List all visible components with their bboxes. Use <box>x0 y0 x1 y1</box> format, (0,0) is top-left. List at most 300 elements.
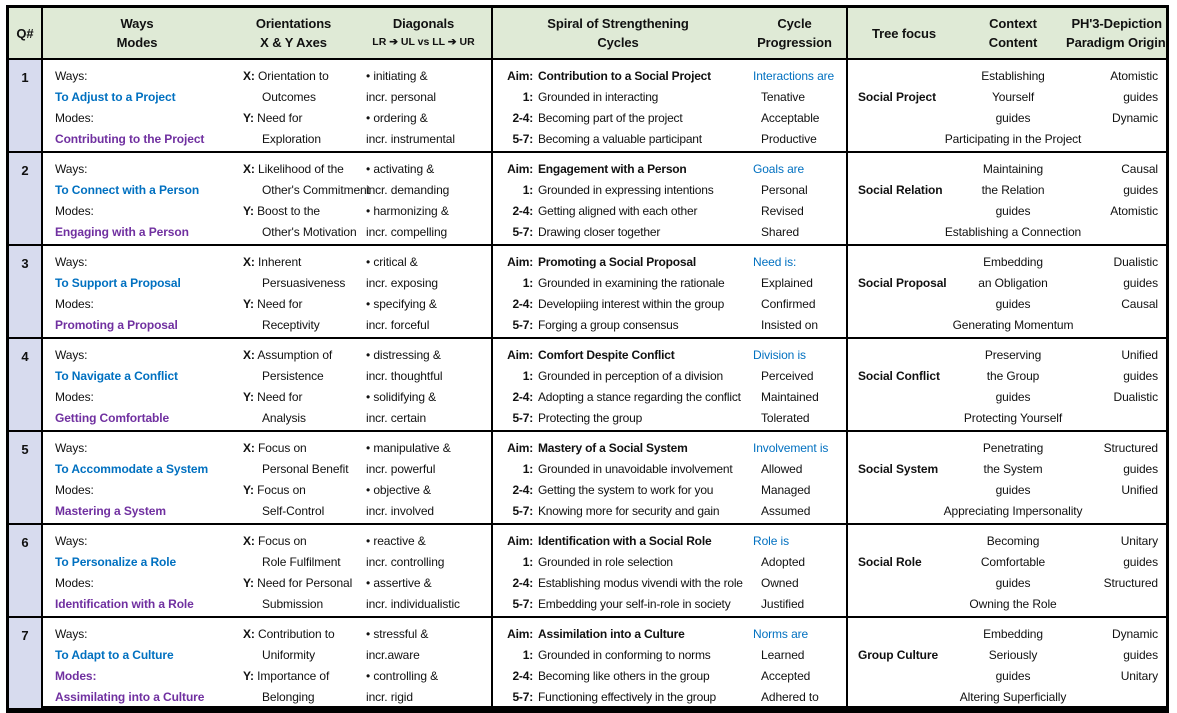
diagonal-line4: incr. certain <box>366 411 427 425</box>
stage24-label: 2-4: <box>512 483 533 497</box>
header-tree-focus <box>848 8 960 58</box>
stage1-value: Grounded in expressing intentions <box>538 183 714 197</box>
context-guides: guides <box>995 390 1031 404</box>
ph3-line3: Structured <box>1103 576 1158 590</box>
stage24-value: Establishing modus vivendi with the role <box>538 576 743 590</box>
table-row <box>9 432 1166 525</box>
ph3-line3: Dynamic <box>1112 111 1158 125</box>
aim-label: Aim: <box>507 627 533 641</box>
y-axis-line <box>243 480 356 501</box>
modes-label: Modes: <box>55 576 94 590</box>
table-row <box>9 60 1166 153</box>
ph3-guides: guides <box>1123 462 1158 476</box>
cycle-value1: Personal <box>761 183 808 197</box>
y-axis-line <box>243 294 356 315</box>
stage57-label: 5-7: <box>512 597 533 611</box>
x-axis-label: X: <box>243 162 255 176</box>
way-value: To Adapt to a Culture <box>55 648 174 662</box>
spiral-cell <box>493 339 743 430</box>
aim-value: Comfort Despite Conflict <box>538 348 675 362</box>
table-header-row <box>9 8 1166 60</box>
context-line2: the Relation <box>981 183 1045 197</box>
way-value: To Personalize a Role <box>55 555 177 569</box>
header-ph3-line1: PH'3-Depiction <box>1071 16 1162 31</box>
diagonal-line3: • harmonizing & <box>366 204 449 218</box>
context-bottom-line: Owning the Role <box>969 597 1057 611</box>
cycle-progression-cell <box>743 60 848 151</box>
diagonal-line1: • critical & <box>366 255 418 269</box>
y-axis-line <box>243 108 356 129</box>
cycle-value2: Owned <box>761 576 799 590</box>
x-axis-value-line1: Inherent <box>258 255 302 269</box>
context-bottom-line: Establishing a Connection <box>944 225 1082 239</box>
y-axis-value-line1: Need for <box>257 297 303 311</box>
tree-focus-value: Social Project <box>858 90 936 104</box>
tree-context-group-cell <box>848 432 1166 523</box>
stage57-value: Functioning effectively in the group <box>538 690 717 704</box>
orientations-cell <box>231 432 356 523</box>
context-line2: the System <box>983 462 1043 476</box>
cycle-heading: Role is <box>753 534 789 548</box>
y-axis-label: Y: <box>243 576 254 590</box>
spiral-cell <box>493 246 743 337</box>
header-diagonals-subtitle: LR ➔ UL vs LL ➔ UR <box>372 36 475 48</box>
ph3-guides: guides <box>1123 369 1158 383</box>
stage24-label: 2-4: <box>512 111 533 125</box>
diagonal-line1: • activating & <box>366 162 435 176</box>
ways-label: Ways: <box>55 162 88 176</box>
row-number: 7 <box>9 618 43 708</box>
cycle-heading: Division is <box>753 348 806 362</box>
y-axis-value-line2: Exploration <box>262 132 321 146</box>
comparison-table <box>6 5 1169 713</box>
cycle-progression-cell <box>743 525 848 616</box>
table-row <box>9 525 1166 618</box>
stage57-value: Becoming a valuable participant <box>538 132 702 146</box>
stage1-value: Grounded in examining the rationale <box>538 276 725 290</box>
stage57-value: Drawing closer together <box>538 225 661 239</box>
tree-context-group-cell <box>848 246 1166 337</box>
diagonal-line4: incr. rigid <box>366 690 413 704</box>
context-content-cell <box>952 246 1074 337</box>
ph3-guides: guides <box>1123 648 1158 662</box>
cycle-value3: Shared <box>761 225 800 239</box>
context-line2: an Obligation <box>978 276 1048 290</box>
ph3-line3: Causal <box>1121 297 1158 311</box>
diagonal-line1: • reactive & <box>366 534 426 548</box>
diagonal-line3: • specifying & <box>366 297 437 311</box>
stage1-value: Grounded in perception of a division <box>538 369 723 383</box>
cycle-value2: Confirmed <box>761 297 816 311</box>
diagonal-line2: incr. powerful <box>366 462 436 476</box>
way-value: To Connect with a Person <box>55 183 200 197</box>
stage57-label: 5-7: <box>512 318 533 332</box>
cycle-value3: Adhered to <box>761 690 819 704</box>
row-number: 1 <box>9 60 43 151</box>
header-q-number: Q# <box>9 8 43 58</box>
spiral-cell <box>493 618 743 708</box>
stage1-label: 1: <box>522 90 533 104</box>
stage24-value: Becoming like others in the group <box>538 669 710 683</box>
stage24-label: 2-4: <box>512 204 533 218</box>
aim-value: Contribution to a Social Project <box>538 69 711 83</box>
header-cycle-line1: Cycle <box>777 16 812 31</box>
mode-value: Contributing to the Project <box>55 132 205 146</box>
y-axis-value-line2: Belonging <box>262 690 315 704</box>
header-diagonals <box>356 8 493 58</box>
stage1-label: 1: <box>522 462 533 476</box>
diagonals-cell <box>356 246 493 337</box>
context-guides: guides <box>995 111 1031 125</box>
row-number: 5 <box>9 432 43 523</box>
modes-label: Modes: <box>55 390 94 404</box>
stage57-label: 5-7: <box>512 411 533 425</box>
orientations-cell <box>231 618 356 708</box>
x-axis-value-line2: Personal Benefit <box>262 462 349 476</box>
y-axis-label: Y: <box>243 390 254 404</box>
ph3-line3: Unified <box>1121 483 1158 497</box>
cycle-heading: Goals are <box>753 162 805 176</box>
y-axis-line <box>243 666 356 687</box>
modes-label: Modes: <box>55 204 94 218</box>
diagonal-line4: incr. individualistic <box>366 597 460 611</box>
cycle-value3: Productive <box>761 132 817 146</box>
stage24-label: 2-4: <box>512 390 533 404</box>
cycle-value1: Tenative <box>761 90 805 104</box>
cycle-progression-cell <box>743 153 848 244</box>
context-content-cell <box>944 153 1082 244</box>
orientations-cell <box>231 339 356 430</box>
diagonal-line2: incr. controlling <box>366 555 445 569</box>
x-axis-label: X: <box>243 534 255 548</box>
context-line2: Seriously <box>988 648 1038 662</box>
header-context-content <box>960 8 1066 58</box>
x-axis-line <box>243 159 356 180</box>
ph3-line1: Structured <box>1103 441 1158 455</box>
header-context-line1: Context <box>989 16 1037 31</box>
x-axis-line <box>243 531 356 552</box>
y-axis-label: Y: <box>243 297 254 311</box>
tree-context-group-cell <box>848 525 1166 616</box>
context-line1: Embedding <box>983 255 1043 269</box>
stage57-value: Protecting the group <box>538 411 643 425</box>
header-orientations-line1: Orientations <box>255 16 332 31</box>
orientations-cell <box>231 246 356 337</box>
x-axis-label: X: <box>243 627 255 641</box>
ph3-guides: guides <box>1123 183 1158 197</box>
x-axis-label: X: <box>243 69 255 83</box>
context-content-cell <box>944 60 1082 151</box>
context-line1: Maintaining <box>982 162 1044 176</box>
y-axis-value-line2: Other's Motivation <box>262 225 357 239</box>
aim-value: Promoting a Social Proposal <box>538 255 696 269</box>
ph3-line3: Dualistic <box>1113 390 1158 404</box>
diagonal-line1: • manipulative & <box>366 441 451 455</box>
header-orientations-line2: X & Y Axes <box>260 35 327 50</box>
cycle-progression-cell <box>743 432 848 523</box>
diagonal-line3: • solidifying & <box>366 390 437 404</box>
tree-context-group-cell <box>848 339 1166 430</box>
ways-modes-cell <box>43 60 231 151</box>
ways-label: Ways: <box>55 627 88 641</box>
table-row <box>9 618 1166 706</box>
tree-context-group-cell <box>848 618 1166 708</box>
stage1-label: 1: <box>522 555 533 569</box>
aim-value: Engagement with a Person <box>538 162 687 176</box>
mode-value: Mastering a System <box>55 504 166 518</box>
header-ways-line2: Modes <box>116 35 158 50</box>
y-axis-value-line2: Receptivity <box>262 318 320 332</box>
header-diagonals-line1: Diagonals <box>392 16 455 31</box>
cycle-heading: Interactions are <box>753 69 835 83</box>
stage24-label: 2-4: <box>512 297 533 311</box>
x-axis-line <box>243 66 356 87</box>
stage1-label: 1: <box>522 183 533 197</box>
context-guides: guides <box>995 576 1031 590</box>
diagonals-cell <box>356 525 493 616</box>
way-value: To Adjust to a Project <box>55 90 176 104</box>
modes-label: Modes: <box>55 669 97 683</box>
ways-modes-cell <box>43 432 231 523</box>
cycle-value1: Learned <box>761 648 805 662</box>
ph3-line1: Dynamic <box>1112 627 1158 641</box>
context-content-cell <box>960 618 1066 708</box>
ph3-line3: Unitary <box>1120 669 1158 683</box>
ph3-guides: guides <box>1123 276 1158 290</box>
stage57-label: 5-7: <box>512 225 533 239</box>
ph3-line1: Unified <box>1121 348 1158 362</box>
ways-modes-cell <box>43 246 231 337</box>
spiral-cell <box>493 153 743 244</box>
tree-context-group-cell <box>848 153 1166 244</box>
ph3-depiction-cell <box>1066 153 1166 244</box>
diagonal-line4: incr. involved <box>366 504 434 518</box>
way-value: To Support a Proposal <box>55 276 181 290</box>
x-axis-value-line1: Orientation to <box>258 69 329 83</box>
context-bottom-line: Participating in the Project <box>944 132 1082 146</box>
header-spiral-line2: Cycles <box>597 35 639 50</box>
diagonal-line3: • objective & <box>366 483 431 497</box>
stage57-label: 5-7: <box>512 132 533 146</box>
y-axis-label: Y: <box>243 111 254 125</box>
ph3-guides: guides <box>1123 90 1158 104</box>
spiral-cell <box>493 60 743 151</box>
y-axis-value-line1: Need for Personal <box>257 576 353 590</box>
x-axis-value-line2: Outcomes <box>262 90 316 104</box>
cycle-progression-cell <box>743 246 848 337</box>
y-axis-value-line2: Self-Control <box>262 504 325 518</box>
diagonals-cell <box>356 432 493 523</box>
table-row <box>9 153 1166 246</box>
modes-label: Modes: <box>55 297 94 311</box>
stage1-value: Grounded in interacting <box>538 90 659 104</box>
cycle-value1: Explained <box>761 276 813 290</box>
aim-label: Aim: <box>507 255 533 269</box>
header-right-group <box>848 8 1166 58</box>
diagonal-line2: incr.aware <box>366 648 420 662</box>
stage24-value: Getting the system to work for you <box>538 483 714 497</box>
cycle-value3: Tolerated <box>761 411 810 425</box>
stage24-value: Getting aligned with each other <box>538 204 698 218</box>
ph3-depiction-cell <box>1066 60 1166 151</box>
ways-modes-cell <box>43 525 231 616</box>
stage1-label: 1: <box>522 276 533 290</box>
stage1-value: Grounded in unavoidable involvement <box>538 462 733 476</box>
x-axis-value-line2: Persuasiveness <box>262 276 346 290</box>
y-axis-value-line1: Importance of <box>257 669 330 683</box>
header-ph3-line2: Paradigm Origin <box>1066 35 1166 50</box>
context-line1: Establishing <box>981 69 1045 83</box>
ph3-guides: guides <box>1123 555 1158 569</box>
header-ways-line1: Ways <box>120 16 154 31</box>
context-content-cell <box>960 525 1066 616</box>
diagonal-line2: incr. personal <box>366 90 436 104</box>
context-content-cell <box>960 339 1066 430</box>
cycle-value1: Allowed <box>761 462 803 476</box>
header-tree-focus-label: Tree focus <box>871 25 937 41</box>
y-axis-value-line1: Focus on <box>257 483 306 497</box>
aim-value: Assimilation into a Culture <box>538 627 685 641</box>
context-line2: Yourself <box>991 90 1035 104</box>
ways-label: Ways: <box>55 534 88 548</box>
aim-label: Aim: <box>507 162 533 176</box>
stage24-value: Adopting a stance regarding the conflict <box>538 390 741 404</box>
context-guides: guides <box>995 483 1031 497</box>
x-axis-value-line1: Focus on <box>258 441 307 455</box>
x-axis-value-line1: Contribution to <box>258 627 335 641</box>
ph3-depiction-cell <box>1066 432 1166 523</box>
stage57-value: Forging a group consensus <box>538 318 679 332</box>
tree-focus-value: Social Conflict <box>858 369 940 383</box>
stage1-value: Grounded in conforming to norms <box>538 648 711 662</box>
x-axis-value-line2: Uniformity <box>262 648 316 662</box>
stage1-label: 1: <box>522 369 533 383</box>
stage1-value: Grounded in role selection <box>538 555 673 569</box>
context-bottom-line: Generating Momentum <box>952 318 1074 332</box>
ph3-depiction-cell <box>1066 618 1166 708</box>
table-body <box>9 60 1166 706</box>
tree-focus-value: Group Culture <box>858 648 939 662</box>
stage24-label: 2-4: <box>512 576 533 590</box>
aim-label: Aim: <box>507 69 533 83</box>
mode-value: Identification with a Role <box>55 597 194 611</box>
context-bottom-line: Protecting Yourself <box>963 411 1063 425</box>
ways-label: Ways: <box>55 441 88 455</box>
spiral-cell <box>493 525 743 616</box>
x-axis-value-line2: Persistence <box>262 369 324 383</box>
tree-context-group-cell <box>848 60 1166 151</box>
diagonal-line2: incr. exposing <box>366 276 438 290</box>
tree-focus-value: Social Proposal <box>858 276 947 290</box>
spiral-cell <box>493 432 743 523</box>
cycle-value1: Perceived <box>761 369 814 383</box>
ways-modes-cell <box>43 153 231 244</box>
y-axis-label: Y: <box>243 669 254 683</box>
row-number: 6 <box>9 525 43 616</box>
y-axis-line <box>243 573 356 594</box>
context-line2: the Group <box>986 369 1040 383</box>
cycle-value3: Assumed <box>761 504 811 518</box>
cycle-heading: Norms are <box>753 627 809 641</box>
stage57-label: 5-7: <box>512 690 533 704</box>
tree-focus-value: Social System <box>858 462 939 476</box>
mode-value: Engaging with a Person <box>55 225 189 239</box>
stage57-label: 5-7: <box>512 504 533 518</box>
ph3-depiction-cell <box>1066 339 1166 430</box>
aim-label: Aim: <box>507 348 533 362</box>
cycle-value3: Justified <box>761 597 805 611</box>
x-axis-value-line1: Focus on <box>258 534 307 548</box>
ph3-line3: Atomistic <box>1110 204 1158 218</box>
x-axis-value-line2: Other's Commitment <box>262 183 370 197</box>
aim-label: Aim: <box>507 534 533 548</box>
diagonal-line1: • initiating & <box>366 69 428 83</box>
stage57-value: Embedding your self-in-role in society <box>538 597 731 611</box>
tree-focus-value: Social Role <box>858 555 922 569</box>
cycle-value2: Maintained <box>761 390 819 404</box>
ways-modes-cell <box>43 339 231 430</box>
header-ph3-depiction <box>1066 8 1166 58</box>
y-axis-value-line2: Analysis <box>262 411 306 425</box>
table-row <box>9 246 1166 339</box>
header-context-line2: Content <box>988 35 1038 50</box>
orientations-cell <box>231 60 356 151</box>
stage24-value: Becoming part of the project <box>538 111 683 125</box>
cycle-heading: Involvement is <box>753 441 829 455</box>
diagonals-cell <box>356 153 493 244</box>
diagonals-cell <box>356 339 493 430</box>
context-guides: guides <box>995 204 1031 218</box>
x-axis-label: X: <box>243 255 255 269</box>
y-axis-value-line1: Need for <box>257 390 303 404</box>
context-line1: Becoming <box>986 534 1040 548</box>
cycle-value1: Adopted <box>761 555 806 569</box>
diagonal-line4: incr. forceful <box>366 318 430 332</box>
x-axis-value-line2: Role Fulfilment <box>262 555 341 569</box>
modes-label: Modes: <box>55 483 94 497</box>
y-axis-value-line1: Boost to the <box>257 204 320 218</box>
context-bottom-line: Appreciating Impersonality <box>943 504 1083 518</box>
cycle-heading: Need is: <box>753 255 797 269</box>
ph3-line1: Unitary <box>1120 534 1158 548</box>
context-content-cell <box>943 432 1083 523</box>
mode-value: Promoting a Proposal <box>55 318 178 332</box>
y-axis-value-line1: Need for <box>257 111 303 125</box>
diagonal-line2: incr. demanding <box>366 183 450 197</box>
y-axis-label: Y: <box>243 204 254 218</box>
context-bottom-line: Altering Superficially <box>959 690 1067 704</box>
tree-focus-value: Social Relation <box>858 183 943 197</box>
diagonal-line3: • controlling & <box>366 669 439 683</box>
diagonal-line4: incr. instrumental <box>366 132 455 146</box>
context-line2: Comfortable <box>980 555 1046 569</box>
cycle-value2: Acceptable <box>761 111 820 125</box>
context-line1: Penetrating <box>982 441 1044 455</box>
x-axis-label: X: <box>243 441 255 455</box>
ways-label: Ways: <box>55 348 88 362</box>
x-axis-line <box>243 252 356 273</box>
y-axis-value-line2: Submission <box>262 597 324 611</box>
x-axis-line <box>243 624 356 645</box>
row-number: 3 <box>9 246 43 337</box>
ph3-line1: Atomistic <box>1110 69 1158 83</box>
header-ways-modes <box>43 8 231 58</box>
aim-value: Identification with a Social Role <box>538 534 712 548</box>
cycle-progression-cell <box>743 339 848 430</box>
x-axis-label: X: <box>243 348 255 362</box>
header-cycle-line2: Progression <box>757 35 832 50</box>
x-axis-value-line1: Likelihood of the <box>258 162 344 176</box>
